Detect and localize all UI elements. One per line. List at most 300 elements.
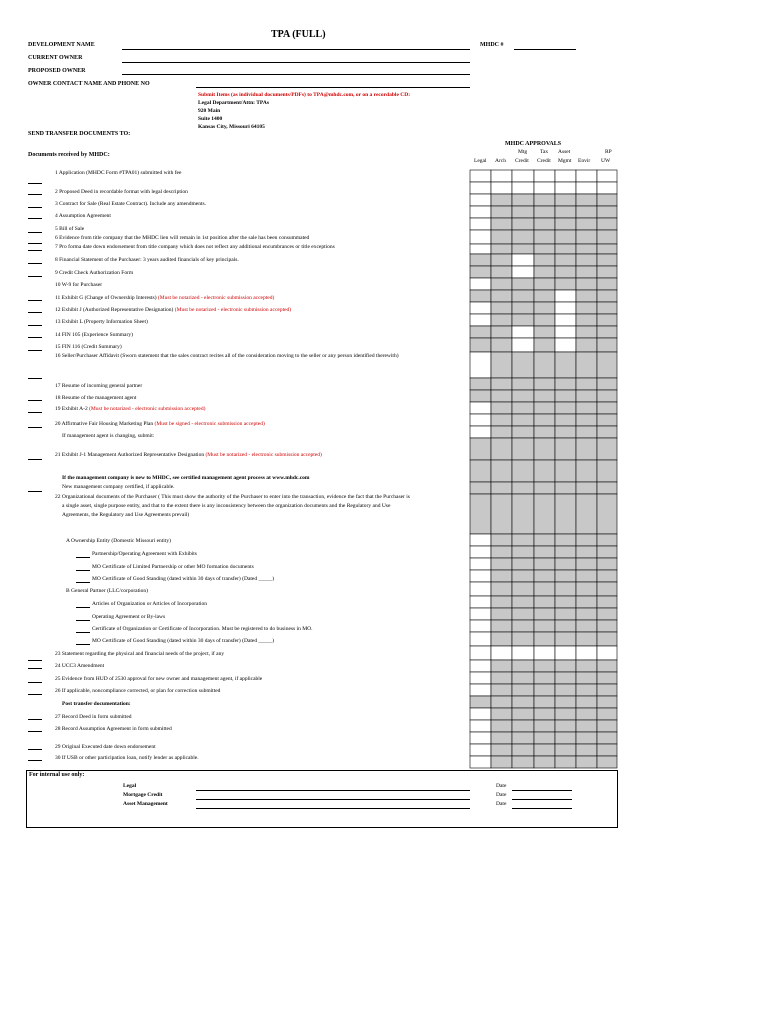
approval-cell[interactable] (534, 494, 555, 534)
approval-cell[interactable] (470, 278, 491, 290)
approval-cell[interactable] (512, 632, 534, 646)
approval-cell[interactable] (555, 696, 576, 708)
approval-cell[interactable] (470, 206, 491, 218)
approval-cell[interactable] (491, 494, 512, 534)
approval-cell[interactable] (491, 608, 512, 620)
approval-cell[interactable] (470, 460, 491, 482)
approval-cell[interactable] (534, 302, 555, 314)
approval-cell[interactable] (576, 582, 597, 596)
approval-cell[interactable] (576, 170, 597, 182)
approval-cell[interactable] (470, 352, 491, 378)
approval-cell[interactable] (555, 546, 576, 558)
approval-cell[interactable] (512, 426, 534, 438)
internal-mortgage-date[interactable] (512, 799, 572, 800)
approval-cell[interactable] (491, 596, 512, 608)
sub-item-checkbox-line[interactable] (76, 644, 90, 645)
approval-cell[interactable] (555, 482, 576, 494)
received-checkbox-line[interactable] (28, 243, 42, 244)
approval-cell[interactable] (555, 570, 576, 582)
approval-cell[interactable] (470, 414, 491, 426)
received-checkbox-line[interactable] (28, 749, 42, 750)
approval-cell[interactable] (491, 402, 512, 414)
approval-cell[interactable] (534, 170, 555, 182)
approval-cell[interactable] (534, 194, 555, 206)
approval-cell[interactable] (597, 194, 617, 206)
approval-cell[interactable] (470, 426, 491, 438)
approval-cell[interactable] (512, 732, 534, 744)
approval-cell[interactable] (576, 460, 597, 482)
approval-cell[interactable] (512, 534, 534, 546)
approval-cell[interactable] (491, 646, 512, 660)
approval-cell[interactable] (512, 182, 534, 194)
received-checkbox-line[interactable] (28, 350, 42, 351)
approval-cell[interactable] (534, 206, 555, 218)
approval-cell[interactable] (491, 756, 512, 768)
received-checkbox-line[interactable] (28, 378, 42, 379)
approval-cell[interactable] (491, 582, 512, 596)
approval-cell[interactable] (597, 414, 617, 426)
approval-cell[interactable] (576, 732, 597, 744)
approval-cell[interactable] (512, 596, 534, 608)
approval-cell[interactable] (534, 402, 555, 414)
approval-cell[interactable] (534, 708, 555, 720)
internal-mortgage-signature[interactable] (196, 799, 470, 800)
approval-cell[interactable] (555, 426, 576, 438)
approval-cell[interactable] (491, 278, 512, 290)
approval-cell[interactable] (491, 460, 512, 482)
approval-cell[interactable] (512, 266, 534, 278)
approval-cell[interactable] (470, 378, 491, 390)
approval-cell[interactable] (597, 720, 617, 732)
approval-cell[interactable] (512, 378, 534, 390)
approval-cell[interactable] (555, 438, 576, 460)
approval-cell[interactable] (555, 620, 576, 632)
approval-cell[interactable] (470, 558, 491, 570)
approval-cell[interactable] (597, 302, 617, 314)
approval-cell[interactable] (470, 438, 491, 460)
approval-cell[interactable] (555, 206, 576, 218)
approval-cell[interactable] (555, 558, 576, 570)
approval-cell[interactable] (576, 244, 597, 254)
approval-cell[interactable] (576, 278, 597, 290)
approval-cell[interactable] (555, 194, 576, 206)
approval-cell[interactable] (576, 194, 597, 206)
approval-cell[interactable] (597, 170, 617, 182)
approval-cell[interactable] (470, 620, 491, 632)
approval-cell[interactable] (597, 660, 617, 672)
approval-cell[interactable] (470, 582, 491, 596)
approval-cell[interactable] (534, 646, 555, 660)
approval-cell[interactable] (534, 290, 555, 302)
approval-cell[interactable] (597, 596, 617, 608)
approval-cell[interactable] (597, 314, 617, 326)
received-checkbox-line[interactable] (28, 207, 42, 208)
approval-cell[interactable] (470, 244, 491, 254)
approval-cell[interactable] (512, 756, 534, 768)
approval-cell[interactable] (470, 290, 491, 302)
approval-cell[interactable] (534, 660, 555, 672)
approval-cell[interactable] (555, 244, 576, 254)
approval-cell[interactable] (491, 170, 512, 182)
approval-cell[interactable] (555, 744, 576, 756)
received-checkbox-line[interactable] (28, 694, 42, 695)
approval-cell[interactable] (470, 338, 491, 352)
approval-cell[interactable] (470, 632, 491, 646)
approval-cell[interactable] (470, 218, 491, 230)
approval-cell[interactable] (512, 438, 534, 460)
approval-cell[interactable] (576, 756, 597, 768)
approval-cell[interactable] (597, 460, 617, 482)
received-checkbox-line[interactable] (28, 412, 42, 413)
approval-cell[interactable] (534, 620, 555, 632)
approval-cell[interactable] (512, 582, 534, 596)
approval-cell[interactable] (555, 660, 576, 672)
approval-cell[interactable] (491, 194, 512, 206)
approval-cell[interactable] (555, 326, 576, 338)
approval-cell[interactable] (597, 672, 617, 684)
approval-cell[interactable] (512, 660, 534, 672)
approval-cell[interactable] (555, 672, 576, 684)
approval-cell[interactable] (576, 708, 597, 720)
approval-cell[interactable] (534, 696, 555, 708)
approval-cell[interactable] (470, 194, 491, 206)
approval-cell[interactable] (470, 744, 491, 756)
approval-cell[interactable] (534, 558, 555, 570)
received-checkbox-line[interactable] (28, 194, 42, 195)
approval-cell[interactable] (512, 218, 534, 230)
approval-cell[interactable] (597, 378, 617, 390)
approval-cell[interactable] (597, 684, 617, 696)
approval-cell[interactable] (534, 582, 555, 596)
approval-cell[interactable] (534, 672, 555, 684)
approval-cell[interactable] (534, 244, 555, 254)
approval-cell[interactable] (470, 494, 491, 534)
approval-cell[interactable] (576, 414, 597, 426)
received-checkbox-line[interactable] (28, 263, 42, 264)
received-checkbox-line[interactable] (28, 682, 42, 683)
approval-cell[interactable] (597, 438, 617, 460)
approval-cell[interactable] (597, 558, 617, 570)
approval-cell[interactable] (534, 414, 555, 426)
approval-cell[interactable] (491, 732, 512, 744)
approval-cell[interactable] (491, 218, 512, 230)
approval-cell[interactable] (512, 230, 534, 244)
approval-cell[interactable] (555, 494, 576, 534)
approval-cell[interactable] (491, 326, 512, 338)
approval-cell[interactable] (491, 266, 512, 278)
received-checkbox-line[interactable] (28, 719, 42, 720)
approval-cell[interactable] (470, 314, 491, 326)
received-checkbox-line[interactable] (28, 250, 42, 251)
approval-cell[interactable] (470, 482, 491, 494)
approval-cell[interactable] (512, 494, 534, 534)
approval-cell[interactable] (470, 390, 491, 402)
approval-cell[interactable] (512, 338, 534, 352)
sub-item-checkbox-line[interactable] (76, 582, 90, 583)
sub-item-checkbox-line[interactable] (76, 557, 90, 558)
approval-cell[interactable] (491, 534, 512, 546)
approval-cell[interactable] (491, 660, 512, 672)
approval-cell[interactable] (576, 546, 597, 558)
approval-cell[interactable] (576, 206, 597, 218)
approval-cell[interactable] (534, 254, 555, 266)
received-checkbox-line[interactable] (28, 491, 42, 492)
approval-cell[interactable] (512, 402, 534, 414)
approval-cell[interactable] (491, 708, 512, 720)
approval-cell[interactable] (576, 352, 597, 378)
sub-item-checkbox-line[interactable] (76, 620, 90, 621)
approval-cell[interactable] (597, 390, 617, 402)
received-checkbox-line[interactable] (28, 218, 42, 219)
approval-cell[interactable] (597, 402, 617, 414)
approval-cell[interactable] (491, 414, 512, 426)
approval-cell[interactable] (534, 482, 555, 494)
approval-cell[interactable] (555, 608, 576, 620)
approval-cell[interactable] (470, 756, 491, 768)
approval-cell[interactable] (512, 302, 534, 314)
approval-cell[interactable] (555, 278, 576, 290)
approval-cell[interactable] (555, 266, 576, 278)
approval-cell[interactable] (576, 266, 597, 278)
internal-asset-date[interactable] (512, 808, 572, 809)
approval-cell[interactable] (470, 570, 491, 582)
approval-cell[interactable] (534, 732, 555, 744)
approval-cell[interactable] (576, 338, 597, 352)
approval-cell[interactable] (555, 182, 576, 194)
approval-cell[interactable] (491, 302, 512, 314)
approval-cell[interactable] (534, 378, 555, 390)
approval-cell[interactable] (597, 206, 617, 218)
approval-cell[interactable] (512, 170, 534, 182)
approval-cell[interactable] (491, 426, 512, 438)
approval-cell[interactable] (555, 732, 576, 744)
approval-cell[interactable] (534, 596, 555, 608)
approval-cell[interactable] (555, 378, 576, 390)
approval-cell[interactable] (576, 378, 597, 390)
approval-cell[interactable] (597, 620, 617, 632)
approval-cell[interactable] (597, 352, 617, 378)
approval-cell[interactable] (597, 244, 617, 254)
approval-cell[interactable] (534, 230, 555, 244)
approval-cell[interactable] (491, 352, 512, 378)
approval-cell[interactable] (576, 558, 597, 570)
approval-cell[interactable] (491, 620, 512, 632)
approval-cell[interactable] (512, 608, 534, 620)
approval-cell[interactable] (555, 414, 576, 426)
approval-cell[interactable] (512, 352, 534, 378)
approval-cell[interactable] (534, 338, 555, 352)
approval-cell[interactable] (470, 720, 491, 732)
approval-cell[interactable] (597, 278, 617, 290)
approval-cell[interactable] (534, 314, 555, 326)
approval-cell[interactable] (491, 390, 512, 402)
approval-cell[interactable] (597, 338, 617, 352)
approval-cell[interactable] (597, 254, 617, 266)
approval-cell[interactable] (576, 254, 597, 266)
approval-cell[interactable] (470, 182, 491, 194)
approval-cell[interactable] (555, 290, 576, 302)
approval-cell[interactable] (555, 338, 576, 352)
approval-cell[interactable] (491, 684, 512, 696)
approval-cell[interactable] (534, 460, 555, 482)
approval-cell[interactable] (512, 290, 534, 302)
approval-cell[interactable] (512, 744, 534, 756)
approval-cell[interactable] (491, 482, 512, 494)
approval-cell[interactable] (597, 582, 617, 596)
received-checkbox-line[interactable] (28, 760, 42, 761)
approval-cell[interactable] (555, 684, 576, 696)
approval-cell[interactable] (555, 402, 576, 414)
approval-cell[interactable] (597, 182, 617, 194)
internal-legal-date[interactable] (512, 790, 572, 791)
approval-cell[interactable] (576, 570, 597, 582)
approval-cell[interactable] (512, 558, 534, 570)
approval-cell[interactable] (512, 326, 534, 338)
approval-cell[interactable] (534, 534, 555, 546)
received-checkbox-line[interactable] (28, 459, 42, 460)
approval-cell[interactable] (555, 170, 576, 182)
approval-cell[interactable] (534, 438, 555, 460)
approval-cell[interactable] (555, 596, 576, 608)
approval-cell[interactable] (534, 570, 555, 582)
approval-cell[interactable] (576, 744, 597, 756)
approval-cell[interactable] (534, 426, 555, 438)
approval-cell[interactable] (555, 646, 576, 660)
approval-cell[interactable] (576, 646, 597, 660)
approval-cell[interactable] (576, 596, 597, 608)
approval-cell[interactable] (470, 708, 491, 720)
approval-cell[interactable] (597, 632, 617, 646)
approval-cell[interactable] (491, 558, 512, 570)
approval-cell[interactable] (597, 494, 617, 534)
approval-cell[interactable] (512, 546, 534, 558)
approval-cell[interactable] (534, 352, 555, 378)
approval-cell[interactable] (576, 534, 597, 546)
approval-cell[interactable] (512, 684, 534, 696)
approval-cell[interactable] (491, 672, 512, 684)
approval-cell[interactable] (576, 632, 597, 646)
internal-legal-signature[interactable] (196, 790, 470, 791)
sub-item-checkbox-line[interactable] (76, 607, 90, 608)
approval-cell[interactable] (470, 402, 491, 414)
approval-cell[interactable] (555, 534, 576, 546)
approval-cell[interactable] (491, 244, 512, 254)
approval-cell[interactable] (470, 302, 491, 314)
approval-cell[interactable] (534, 756, 555, 768)
received-checkbox-line[interactable] (28, 400, 42, 401)
received-checkbox-line[interactable] (28, 325, 42, 326)
approval-cell[interactable] (576, 672, 597, 684)
approval-cell[interactable] (597, 570, 617, 582)
received-checkbox-line[interactable] (28, 731, 42, 732)
approval-cell[interactable] (576, 402, 597, 414)
approval-cell[interactable] (512, 390, 534, 402)
approval-cell[interactable] (597, 230, 617, 244)
received-checkbox-line[interactable] (28, 312, 42, 313)
approval-cell[interactable] (491, 254, 512, 266)
internal-asset-signature[interactable] (196, 808, 470, 809)
approval-cell[interactable] (534, 744, 555, 756)
approval-cell[interactable] (491, 290, 512, 302)
approval-cell[interactable] (555, 218, 576, 230)
approval-cell[interactable] (470, 254, 491, 266)
sub-item-checkbox-line[interactable] (76, 570, 90, 571)
received-checkbox-line[interactable] (28, 232, 42, 233)
approval-cell[interactable] (597, 266, 617, 278)
approval-cell[interactable] (491, 438, 512, 460)
approval-cell[interactable] (576, 290, 597, 302)
approval-cell[interactable] (491, 230, 512, 244)
approval-cell[interactable] (555, 582, 576, 596)
approval-cell[interactable] (555, 632, 576, 646)
approval-cell[interactable] (491, 720, 512, 732)
approval-cell[interactable] (576, 684, 597, 696)
approval-cell[interactable] (470, 596, 491, 608)
approval-cell[interactable] (470, 646, 491, 660)
approval-cell[interactable] (534, 546, 555, 558)
approval-cell[interactable] (512, 708, 534, 720)
approval-cell[interactable] (597, 290, 617, 302)
approval-cell[interactable] (512, 646, 534, 660)
approval-cell[interactable] (512, 206, 534, 218)
approval-cell[interactable] (597, 696, 617, 708)
approval-cell[interactable] (491, 378, 512, 390)
approval-cell[interactable] (576, 230, 597, 244)
approval-cell[interactable] (534, 684, 555, 696)
approval-cell[interactable] (512, 254, 534, 266)
approval-cell[interactable] (576, 720, 597, 732)
received-checkbox-line[interactable] (28, 660, 42, 661)
approval-cell[interactable] (576, 494, 597, 534)
approval-cell[interactable] (491, 182, 512, 194)
approval-cell[interactable] (491, 314, 512, 326)
approval-cell[interactable] (597, 708, 617, 720)
approval-cell[interactable] (470, 660, 491, 672)
approval-cell[interactable] (576, 390, 597, 402)
approval-cell[interactable] (470, 696, 491, 708)
approval-cell[interactable] (491, 206, 512, 218)
approval-cell[interactable] (470, 266, 491, 278)
approval-cell[interactable] (555, 352, 576, 378)
approval-cell[interactable] (555, 254, 576, 266)
approval-cell[interactable] (576, 218, 597, 230)
approval-cell[interactable] (555, 230, 576, 244)
approval-cell[interactable] (470, 732, 491, 744)
approval-cell[interactable] (597, 482, 617, 494)
approval-cell[interactable] (576, 482, 597, 494)
approval-cell[interactable] (555, 302, 576, 314)
received-checkbox-line[interactable] (28, 276, 42, 277)
received-checkbox-line[interactable] (28, 300, 42, 301)
approval-cell[interactable] (576, 426, 597, 438)
approval-cell[interactable] (555, 390, 576, 402)
approval-cell[interactable] (576, 438, 597, 460)
approval-cell[interactable] (512, 672, 534, 684)
approval-cell[interactable] (512, 460, 534, 482)
approval-cell[interactable] (576, 314, 597, 326)
approval-cell[interactable] (597, 218, 617, 230)
approval-cell[interactable] (470, 326, 491, 338)
approval-cell[interactable] (470, 684, 491, 696)
approval-cell[interactable] (534, 182, 555, 194)
approval-cell[interactable] (491, 632, 512, 646)
approval-cell[interactable] (512, 620, 534, 632)
received-checkbox-line[interactable] (28, 337, 42, 338)
approval-cell[interactable] (597, 546, 617, 558)
approval-cell[interactable] (534, 218, 555, 230)
approval-cell[interactable] (491, 570, 512, 582)
approval-cell[interactable] (512, 244, 534, 254)
